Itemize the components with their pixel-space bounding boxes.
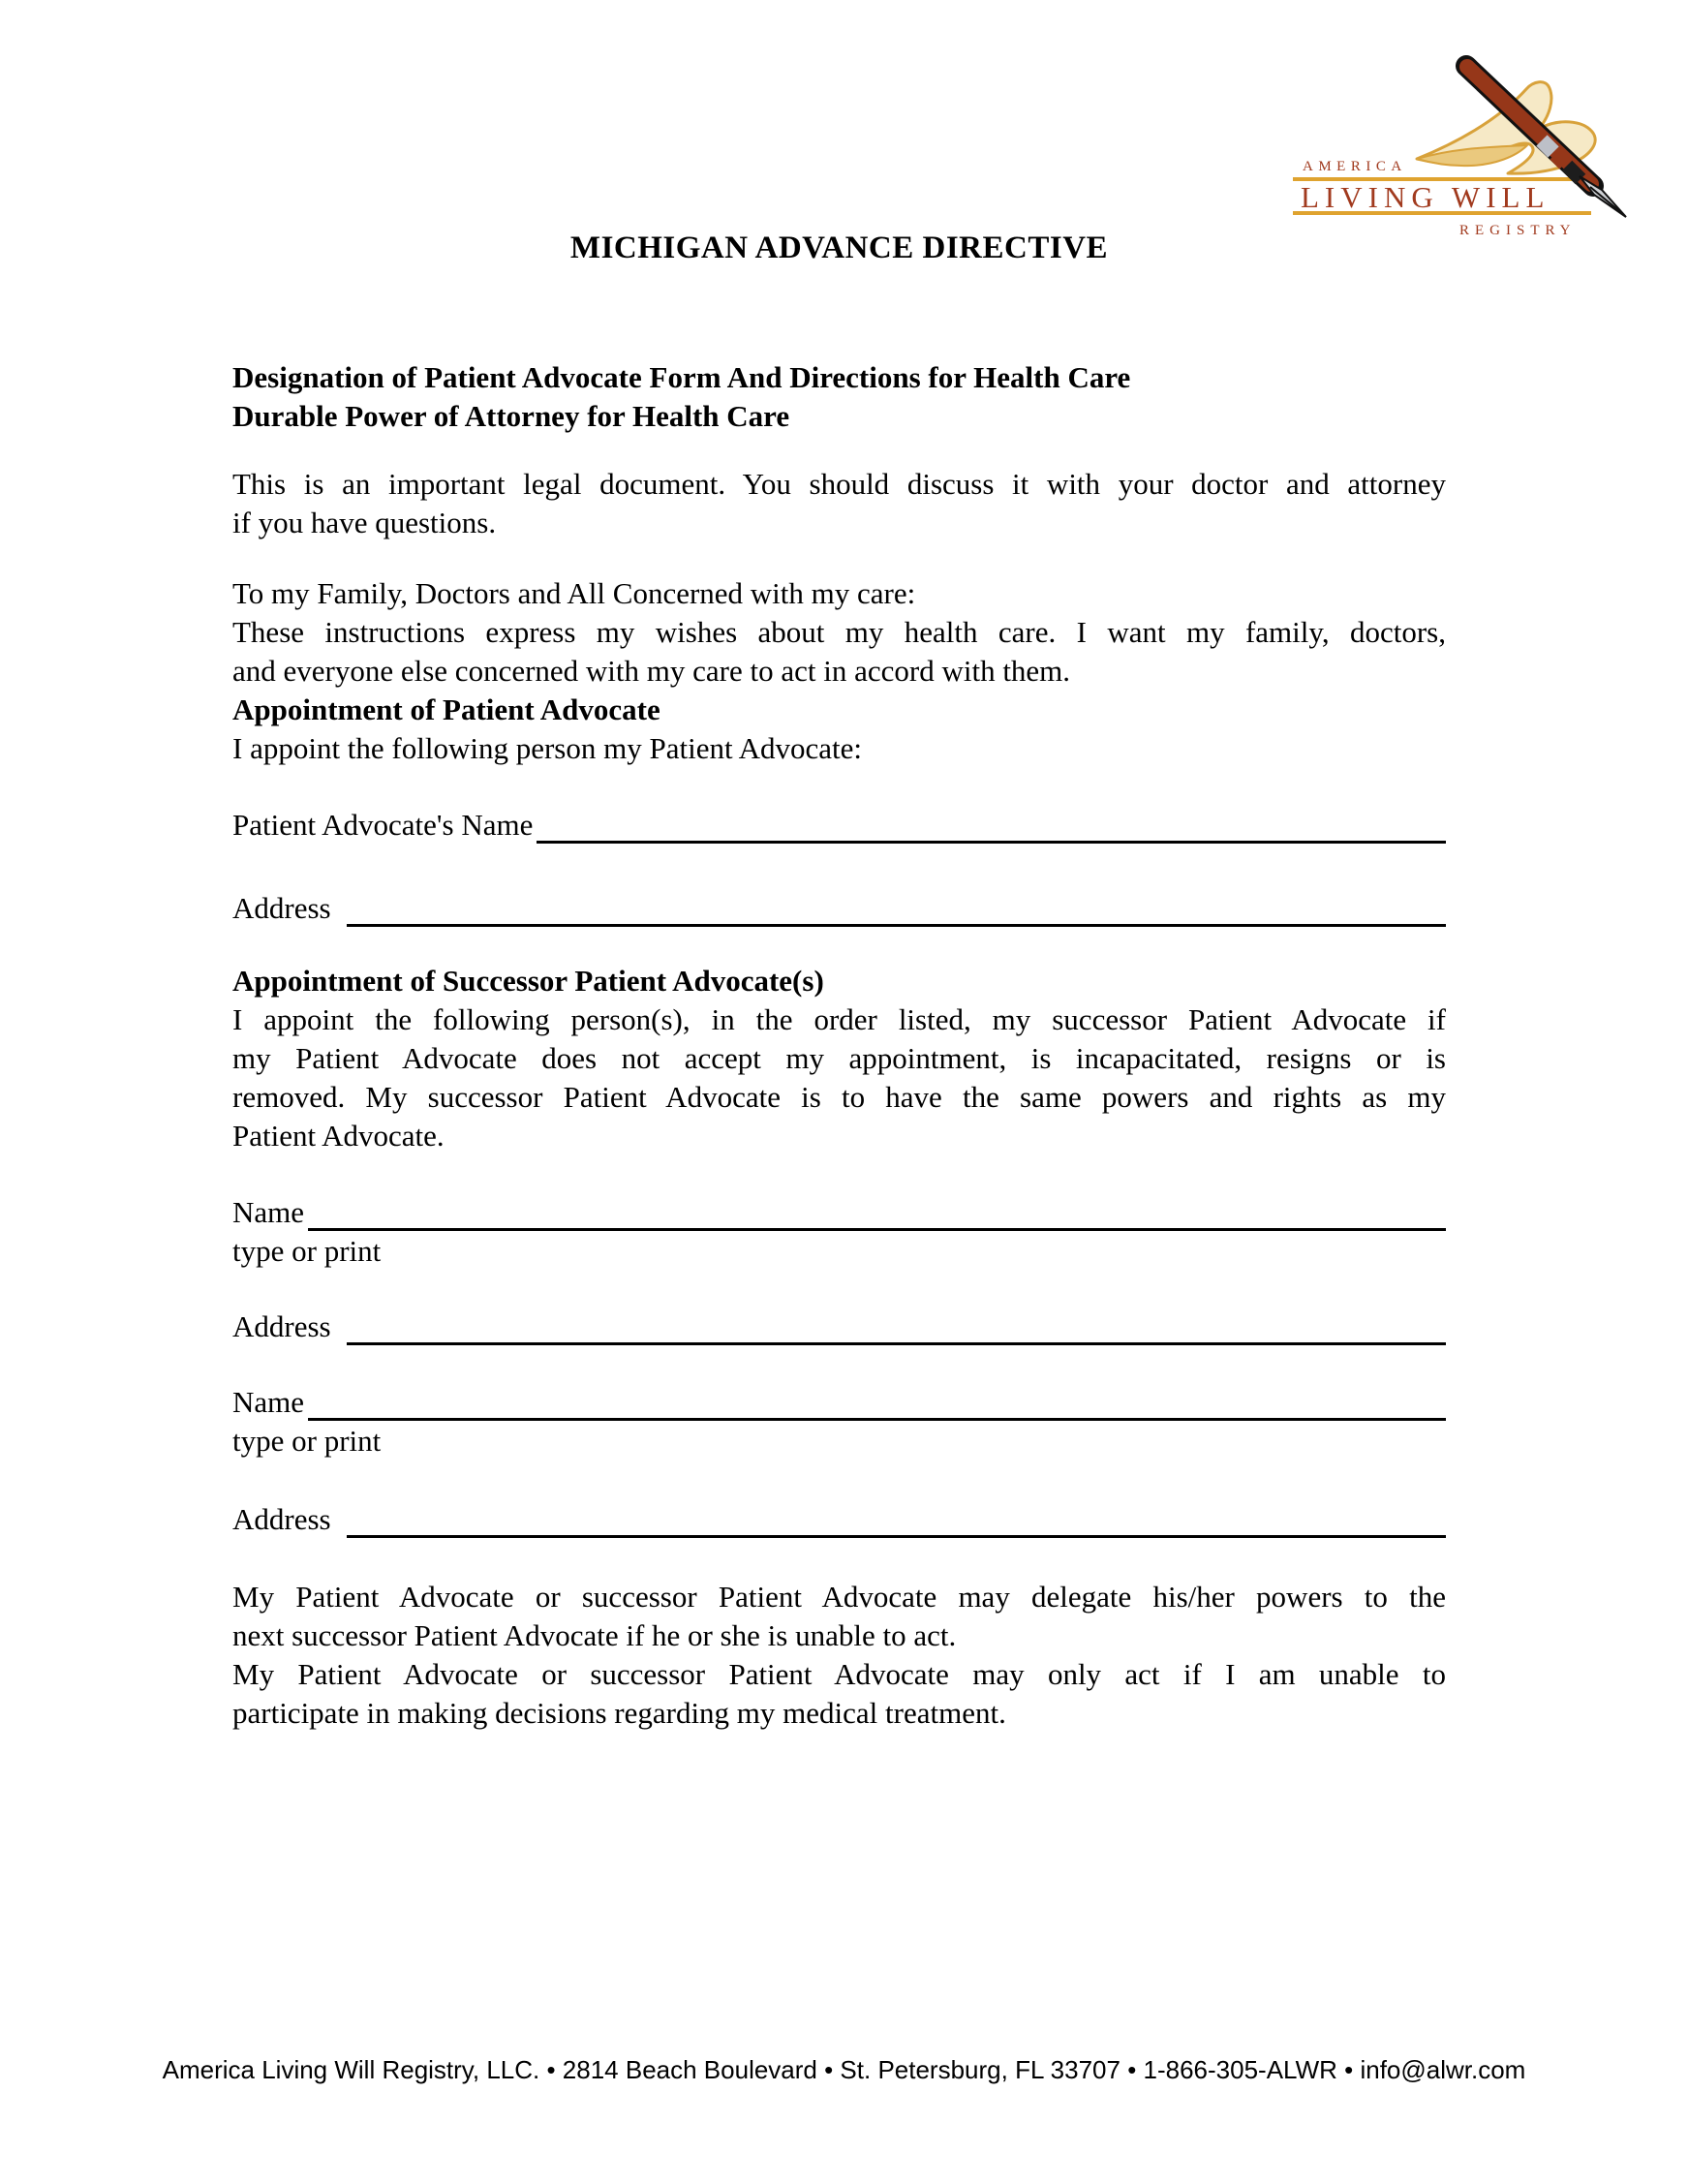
successor-2-name-field bbox=[232, 1383, 1446, 1422]
successor-2-address-blank-line[interactable] bbox=[347, 1500, 1446, 1538]
address-label: Address bbox=[232, 1502, 331, 1536]
address-label: Address bbox=[232, 1309, 331, 1343]
delegate-line: next successor Patient Advocate if he or she is unable to act. bbox=[232, 1618, 957, 1652]
successor-1-name-blank-line[interactable] bbox=[308, 1193, 1446, 1231]
logo-registry-text: REGISTRY bbox=[1459, 223, 1577, 238]
delegate-line: My Patient Advocate or successor Patient Advocate may delegate his/her powers to the bbox=[232, 1580, 1446, 1614]
intro-line: if you have questions. bbox=[232, 506, 497, 539]
delegate-paragraph bbox=[232, 1578, 1446, 1655]
name-label: Name bbox=[232, 1195, 305, 1229]
successor-paragraph bbox=[232, 1000, 1446, 1155]
to-family-line: To my Family, Doctors and All Concerned with my care: bbox=[232, 576, 916, 610]
successor-line: removed. My successor Patient Advocate is to have the same powers and rights as my bbox=[232, 1080, 1446, 1114]
successor-2-address-field bbox=[232, 1500, 1446, 1539]
type-or-print-hint: type or print bbox=[232, 1424, 382, 1458]
logo-america-text: AMERICA bbox=[1303, 159, 1407, 174]
patient-advocate-name-blank-line[interactable] bbox=[537, 806, 1446, 844]
patient-advocate-name-label: Patient Advocate's Name bbox=[232, 808, 534, 842]
successor-line: I appoint the following person(s), in the order listed, my successor Patient Advocate if bbox=[232, 1002, 1446, 1036]
page-title: MICHIGAN ADVANCE DIRECTIVE bbox=[569, 231, 1109, 265]
appoint-intro-line: I appoint the following person my Patient Advocate: bbox=[232, 731, 863, 765]
successor-1-name-field bbox=[232, 1193, 1446, 1232]
document-body bbox=[232, 0, 1446, 1733]
only-act-line: My Patient Advocate or successor Patient Advocate may only act if I am unable to bbox=[232, 1657, 1446, 1691]
designation-heading-line1: Designation of Patient Advocate Form And Directions for Health Care bbox=[232, 360, 1131, 394]
designation-heading-line2: Durable Power of Attorney for Health Care bbox=[232, 399, 790, 433]
address-label: Address bbox=[232, 891, 331, 925]
only-act-paragraph bbox=[232, 1655, 1446, 1733]
intro-line: This is an important legal document. You should discuss it with your doctor and attorney bbox=[232, 467, 1446, 501]
successor-line: Patient Advocate. bbox=[232, 1119, 445, 1153]
successor-1-address-blank-line[interactable] bbox=[347, 1307, 1446, 1345]
type-or-print-hint: type or print bbox=[232, 1234, 382, 1268]
logo-living-will-text: LIVING WILL bbox=[1301, 180, 1550, 214]
successor-line: my Patient Advocate does not accept my appointment, is incapacitated, resigns or is bbox=[232, 1041, 1446, 1075]
patient-advocate-address-field bbox=[232, 889, 1446, 928]
name-label: Name bbox=[232, 1385, 305, 1419]
successor-2-name-blank-line[interactable] bbox=[308, 1383, 1446, 1421]
family-section bbox=[232, 574, 1446, 768]
instructions-line: These instructions express my wishes about my health care. I want my family, doctors, bbox=[232, 615, 1446, 649]
appointment-heading: Appointment of Patient Advocate bbox=[232, 692, 660, 726]
successor-1-address-field bbox=[232, 1307, 1446, 1346]
successor-heading: Appointment of Successor Patient Advocate(s) bbox=[232, 964, 824, 998]
instructions-line: and everyone else concerned with my care to act in accord with them. bbox=[232, 654, 1071, 688]
footer-contact-line: America Living Will Registry, LLC. • 2814 Beach Boulevard • St. Petersburg, FL 33707 • 1-866-305-ALWR • info@alwr.com bbox=[162, 2055, 1526, 2084]
intro-paragraph bbox=[232, 465, 1446, 542]
designation-heading bbox=[232, 358, 1446, 436]
patient-advocate-address-blank-line[interactable] bbox=[347, 889, 1446, 927]
patient-advocate-name-field bbox=[232, 806, 1446, 845]
only-act-line: participate in making decisions regarding my medical treatment. bbox=[232, 1696, 1006, 1730]
